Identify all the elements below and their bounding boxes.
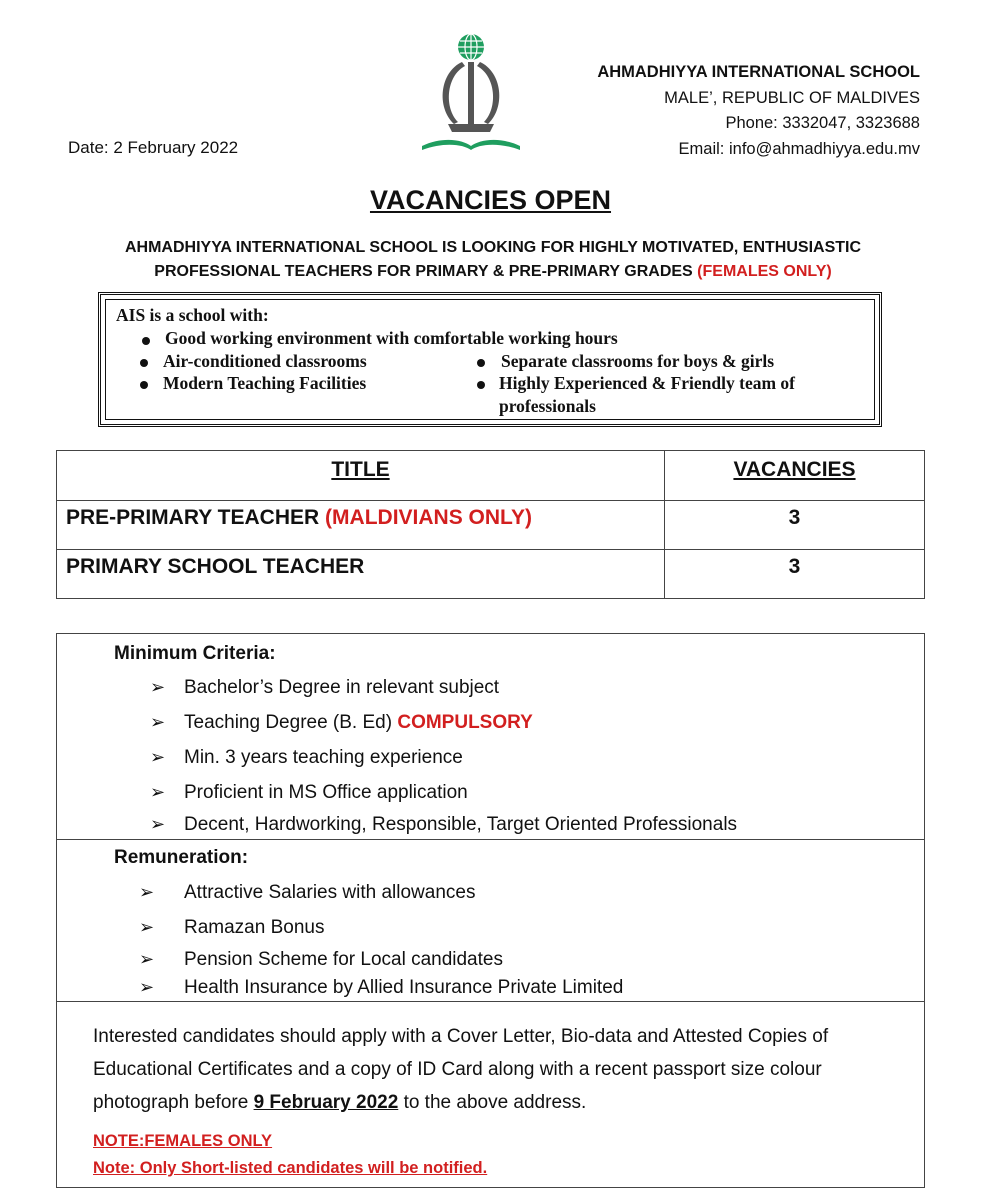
- vacancies-table: [56, 450, 925, 599]
- application-deadline: 9 February 2022: [253, 1092, 399, 1113]
- school-phone: Phone: 3332047, 3323688: [725, 114, 920, 132]
- feature-item: Good working environment with comfortable working hours: [165, 328, 618, 348]
- bullet-icon: [140, 381, 148, 389]
- compulsory-label: COMPULSORY: [397, 712, 533, 733]
- table-row-count: 3: [788, 555, 801, 578]
- application-instructions: [93, 1020, 913, 1119]
- table-row-count: 3: [788, 506, 801, 529]
- feature-item: Separate classrooms for boys & girls: [501, 351, 775, 371]
- intro-text: [60, 236, 926, 284]
- section-divider: [57, 1001, 924, 1002]
- criteria-box: [56, 633, 925, 1188]
- bullet-icon: [477, 359, 485, 367]
- arrow-bullet-icon: ➢: [150, 677, 166, 697]
- features-heading: [116, 305, 269, 326]
- feature-item-continued: professionals: [499, 396, 596, 416]
- document-date: Date: 2 February 2022: [68, 138, 239, 157]
- page-title: VACANCIES OPEN: [369, 185, 612, 215]
- remuneration-item: Pension Scheme for Local candidates: [184, 949, 503, 970]
- note-shortlisted: Note: Only Short-listed candidates will be notified.: [93, 1159, 488, 1177]
- school-location: MALE’, REPUBLIC OF MALDIVES: [664, 88, 920, 107]
- column-header-vacancies: VACANCIES: [733, 458, 856, 481]
- remuneration-item: Ramazan Bonus: [184, 917, 325, 938]
- remuneration-item: Health Insurance by Allied Insurance Private Limited: [184, 977, 624, 998]
- features-box-inner: [105, 299, 875, 420]
- arrow-bullet-icon: ➢: [139, 917, 155, 937]
- application-suffix: to the above address.: [403, 1092, 587, 1113]
- feature-item: Air-conditioned classrooms: [163, 351, 367, 371]
- intro-line-1: AHMADHIYYA INTERNATIONAL SCHOOL IS LOOKING FOR HIGHLY MOTIVATED, ENTHUSIASTIC: [124, 239, 862, 256]
- application-text: Interested candidates should apply with a Cover Letter, Bio-data and Attested Copies of Educational Certificates and a copy of ID Card along with a recent passport size colour photograph before: [93, 1026, 829, 1113]
- table-row-title: [66, 506, 532, 530]
- intro-line-2: [60, 260, 926, 284]
- table-row-divider: [57, 500, 924, 501]
- arrow-bullet-icon: ➢: [139, 977, 155, 997]
- arrow-bullet-icon: ➢: [139, 882, 155, 902]
- arrow-bullet-icon: ➢: [150, 814, 166, 834]
- school-email: Email: info@ahmadhiyya.edu.mv: [678, 139, 920, 158]
- section-divider: [57, 839, 924, 840]
- table-row-title: PRIMARY SCHOOL TEACHER: [66, 555, 365, 578]
- column-header-title: TITLE: [331, 458, 390, 481]
- remuneration-item: Attractive Salaries with allowances: [184, 882, 476, 903]
- criteria-item: Decent, Hardworking, Responsible, Target Oriented Professionals: [184, 814, 738, 835]
- criteria-item: Proficient in MS Office application: [184, 782, 468, 803]
- row-title-note: (MALDIVIANS ONLY): [325, 506, 532, 529]
- school-contact-block: [597, 60, 920, 162]
- criteria-item: Bachelor’s Degree in relevant subject: [184, 677, 500, 698]
- arrow-bullet-icon: ➢: [150, 782, 166, 802]
- note-females-only: NOTE:FEMALES ONLY: [93, 1132, 273, 1150]
- intro-line-2-text: PROFESSIONAL TEACHERS FOR PRIMARY & PRE-PRIMARY GRADES: [154, 263, 693, 280]
- remuneration-heading: Remuneration:: [114, 847, 249, 868]
- criteria-item: Min. 3 years teaching experience: [184, 747, 463, 768]
- row-title-text: PRE-PRIMARY TEACHER: [66, 506, 320, 529]
- features-heading-text: AIS is a school with:: [116, 305, 269, 325]
- table-row-divider: [57, 549, 924, 550]
- feature-item: Highly Experienced & Friendly team of: [499, 373, 796, 393]
- bullet-icon: [140, 359, 148, 367]
- bullet-icon: [142, 337, 150, 345]
- school-emblem-icon: [418, 32, 524, 154]
- criteria-item: [184, 712, 533, 734]
- arrow-bullet-icon: ➢: [139, 949, 155, 969]
- minimum-criteria-heading: Minimum Criteria:: [114, 643, 276, 664]
- arrow-bullet-icon: ➢: [150, 712, 166, 732]
- arrow-bullet-icon: ➢: [150, 747, 166, 767]
- feature-item: Modern Teaching Facilities: [163, 373, 367, 393]
- intro-highlight: (FEMALES ONLY): [697, 263, 832, 280]
- features-box: [98, 292, 882, 427]
- bullet-icon: [477, 381, 485, 389]
- criteria-item-text: Teaching Degree (B. Ed): [184, 712, 393, 733]
- school-name: AHMADHIYYA INTERNATIONAL SCHOOL: [597, 63, 920, 81]
